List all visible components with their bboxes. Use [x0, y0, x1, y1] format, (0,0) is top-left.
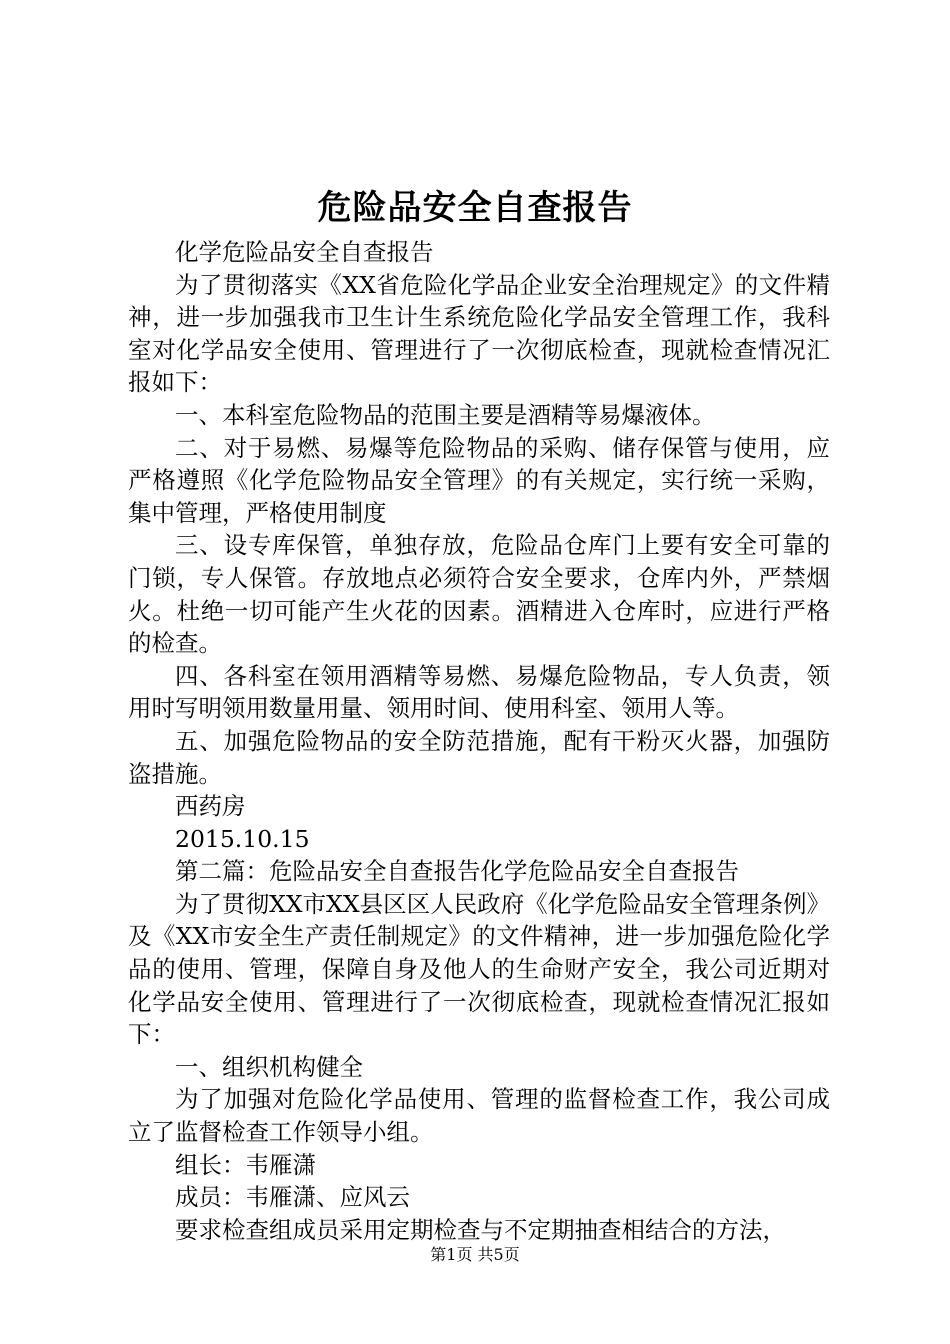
paragraph: 要求检查组成员采用定期检查与不定期抽查相结合的方法，: [175, 1215, 786, 1244]
paragraph: 为了加强对危险化学品使用、管理的监督检查工作，我公司成立了监督检查工作领导小组。: [128, 1085, 830, 1147]
paragraph: 组长：韦雁潇: [175, 1150, 316, 1179]
paragraph: 西药房: [175, 792, 246, 821]
paragraph: 化学危险品安全自查报告: [175, 238, 434, 266]
page-number-footer: 第1页 共5页: [430, 1245, 520, 1264]
paragraph: 成员：韦雁潇、应风云: [175, 1183, 410, 1212]
paragraph: 为了贯彻落实《XX省危险化学品企业安全治理规定》的文件精神，进一步加强我市卫生计生系统危险化学品安全管理工作，我科室对化学品安全使用、管理进行了一次彻底检查，现就检查情况汇报如下：: [128, 270, 830, 397]
paragraph: 一、本科室危险物品的范围主要是酒精等易爆液体。: [175, 400, 716, 429]
paragraph: 五、加强危险物品的安全防范措施，配有干粉灭火器，加强防盗措施。: [128, 726, 830, 788]
document-title: 危险品安全自查报告: [317, 188, 633, 228]
paragraph: 二、对于易燃、易爆等危险物品的采购、储存保管与使用，应严格遵照《化学危险物品安全管理》的有关规定，实行统一采购，集中管理，严格使用制度: [128, 433, 830, 527]
paragraph: 一、组织机构健全: [175, 1052, 363, 1081]
paragraph: 三、设专库保管，单独存放，危险品仓库门上要有安全可靠的门锁，专人保管。存放地点必须符合安全要求，仓库内外，严禁烟火。杜绝一切可能产生火花的因素。酒精进入仓库时，应进行严格的检查。: [128, 531, 830, 658]
paragraph: 第二篇：危险品安全自查报告化学危险品安全自查报告: [175, 857, 739, 886]
document-body: [128, 236, 830, 1246]
paragraph: 2015.10.15: [175, 824, 310, 853]
paragraph: 四、各科室在领用酒精等易燃、易爆危险物品，专人负责，领用时写明领用数量用量、领用时间、使用科室、领用人等。: [128, 661, 830, 723]
paragraph: 为了贯彻XX市XX县区区人民政府《化学危险品安全管理条例》及《XX市安全生产责任制规定》的文件精神，进一步加强危险化学品的使用、管理，保障自身及他人的生命财产安全，我公司近期对化学品安全使用、管理进行了一次彻底检查，现就检查情况汇报如下：: [128, 889, 830, 1049]
